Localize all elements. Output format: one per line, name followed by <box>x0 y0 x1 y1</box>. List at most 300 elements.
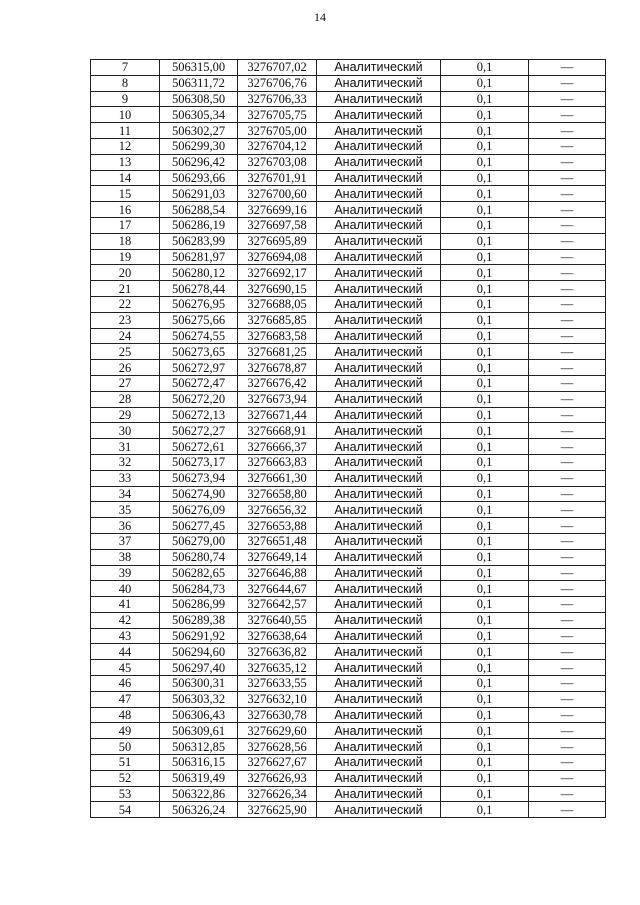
x-coordinate-cell: 506288,54 <box>160 202 238 218</box>
x-coordinate-cell: 506280,74 <box>160 549 238 565</box>
point-number-cell: 34 <box>91 486 160 502</box>
y-coordinate-cell: 3276690,15 <box>238 281 317 297</box>
table-row <box>91 770 606 786</box>
y-coordinate-cell: 3276636,82 <box>238 644 317 660</box>
dash-cell: — <box>529 312 606 328</box>
accuracy-cell: 0,1 <box>441 154 529 170</box>
y-coordinate-cell: 3276640,55 <box>238 612 317 628</box>
point-number-cell: 18 <box>91 233 160 249</box>
dash-cell: — <box>529 581 606 597</box>
point-number-cell: 35 <box>91 502 160 518</box>
y-coordinate-cell: 3276676,42 <box>238 375 317 391</box>
method-cell: Аналитический <box>317 233 441 249</box>
accuracy-cell: 0,1 <box>441 360 529 376</box>
x-coordinate-cell: 506274,55 <box>160 328 238 344</box>
dash-cell: — <box>529 786 606 802</box>
x-coordinate-cell: 506291,03 <box>160 186 238 202</box>
page-number: 14 <box>314 10 326 24</box>
x-coordinate-cell: 506278,44 <box>160 281 238 297</box>
x-coordinate-cell: 506322,86 <box>160 786 238 802</box>
dash-cell: — <box>529 549 606 565</box>
y-coordinate-cell: 3276705,00 <box>238 123 317 139</box>
table-row <box>91 202 606 218</box>
dash-cell: — <box>529 802 606 818</box>
dash-cell: — <box>529 154 606 170</box>
dash-cell: — <box>529 391 606 407</box>
point-number-cell: 32 <box>91 454 160 470</box>
method-cell: Аналитический <box>317 391 441 407</box>
table-row <box>91 565 606 581</box>
accuracy-cell: 0,1 <box>441 249 529 265</box>
y-coordinate-cell: 3276700,60 <box>238 186 317 202</box>
method-cell: Аналитический <box>317 691 441 707</box>
point-number-cell: 8 <box>91 75 160 91</box>
method-cell: Аналитический <box>317 439 441 455</box>
point-number-cell: 25 <box>91 344 160 360</box>
dash-cell: — <box>529 755 606 771</box>
point-number-cell: 16 <box>91 202 160 218</box>
x-coordinate-cell: 506272,20 <box>160 391 238 407</box>
method-cell: Аналитический <box>317 249 441 265</box>
y-coordinate-cell: 3276661,30 <box>238 470 317 486</box>
dash-cell: — <box>529 375 606 391</box>
accuracy-cell: 0,1 <box>441 217 529 233</box>
table-row <box>91 217 606 233</box>
method-cell: Аналитический <box>317 138 441 154</box>
x-coordinate-cell: 506274,90 <box>160 486 238 502</box>
y-coordinate-cell: 3276658,80 <box>238 486 317 502</box>
table-row <box>91 502 606 518</box>
accuracy-cell: 0,1 <box>441 470 529 486</box>
table-row <box>91 612 606 628</box>
x-coordinate-cell: 506305,34 <box>160 107 238 123</box>
y-coordinate-cell: 3276681,25 <box>238 344 317 360</box>
y-coordinate-cell: 3276651,48 <box>238 533 317 549</box>
accuracy-cell: 0,1 <box>441 202 529 218</box>
accuracy-cell: 0,1 <box>441 312 529 328</box>
point-number-cell: 20 <box>91 265 160 281</box>
method-cell: Аналитический <box>317 202 441 218</box>
dash-cell: — <box>529 739 606 755</box>
accuracy-cell: 0,1 <box>441 802 529 818</box>
point-number-cell: 37 <box>91 533 160 549</box>
point-number-cell: 46 <box>91 676 160 692</box>
table-row <box>91 676 606 692</box>
accuracy-cell: 0,1 <box>441 281 529 297</box>
table-row <box>91 233 606 249</box>
point-number-cell: 44 <box>91 644 160 660</box>
y-coordinate-cell: 3276671,44 <box>238 407 317 423</box>
table-row <box>91 138 606 154</box>
accuracy-cell: 0,1 <box>441 170 529 186</box>
x-coordinate-cell: 506300,31 <box>160 676 238 692</box>
y-coordinate-cell: 3276656,32 <box>238 502 317 518</box>
y-coordinate-cell: 3276668,91 <box>238 423 317 439</box>
dash-cell: — <box>529 597 606 613</box>
method-cell: Аналитический <box>317 91 441 107</box>
table-row <box>91 154 606 170</box>
dash-cell: — <box>529 91 606 107</box>
accuracy-cell: 0,1 <box>441 375 529 391</box>
dash-cell: — <box>529 296 606 312</box>
point-number-cell: 29 <box>91 407 160 423</box>
table-row <box>91 170 606 186</box>
method-cell: Аналитический <box>317 407 441 423</box>
coordinates-table-body <box>91 60 606 818</box>
y-coordinate-cell: 3276638,64 <box>238 628 317 644</box>
table-row <box>91 107 606 123</box>
y-coordinate-cell: 3276694,08 <box>238 249 317 265</box>
y-coordinate-cell: 3276663,83 <box>238 454 317 470</box>
x-coordinate-cell: 506272,27 <box>160 423 238 439</box>
point-number-cell: 7 <box>91 60 160 76</box>
dash-cell: — <box>529 281 606 297</box>
dash-cell: — <box>529 644 606 660</box>
y-coordinate-cell: 3276626,93 <box>238 770 317 786</box>
accuracy-cell: 0,1 <box>441 628 529 644</box>
y-coordinate-cell: 3276697,58 <box>238 217 317 233</box>
y-coordinate-cell: 3276626,34 <box>238 786 317 802</box>
table-row <box>91 739 606 755</box>
accuracy-cell: 0,1 <box>441 486 529 502</box>
x-coordinate-cell: 506283,99 <box>160 233 238 249</box>
x-coordinate-cell: 506293,66 <box>160 170 238 186</box>
method-cell: Аналитический <box>317 107 441 123</box>
table-row <box>91 344 606 360</box>
method-cell: Аналитический <box>317 518 441 534</box>
method-cell: Аналитический <box>317 660 441 676</box>
y-coordinate-cell: 3276625,90 <box>238 802 317 818</box>
dash-cell: — <box>529 249 606 265</box>
y-coordinate-cell: 3276699,16 <box>238 202 317 218</box>
x-coordinate-cell: 506296,42 <box>160 154 238 170</box>
y-coordinate-cell: 3276644,67 <box>238 581 317 597</box>
x-coordinate-cell: 506289,38 <box>160 612 238 628</box>
method-cell: Аналитический <box>317 723 441 739</box>
accuracy-cell: 0,1 <box>441 612 529 628</box>
table-row <box>91 296 606 312</box>
y-coordinate-cell: 3276630,78 <box>238 707 317 723</box>
point-number-cell: 12 <box>91 138 160 154</box>
x-coordinate-cell: 506303,32 <box>160 691 238 707</box>
point-number-cell: 22 <box>91 296 160 312</box>
y-coordinate-cell: 3276646,88 <box>238 565 317 581</box>
dash-cell: — <box>529 217 606 233</box>
method-cell: Аналитический <box>317 628 441 644</box>
table-row <box>91 628 606 644</box>
accuracy-cell: 0,1 <box>441 391 529 407</box>
x-coordinate-cell: 506308,50 <box>160 91 238 107</box>
x-coordinate-cell: 506282,65 <box>160 565 238 581</box>
y-coordinate-cell: 3276649,14 <box>238 549 317 565</box>
y-coordinate-cell: 3276653,88 <box>238 518 317 534</box>
y-coordinate-cell: 3276704,12 <box>238 138 317 154</box>
accuracy-cell: 0,1 <box>441 770 529 786</box>
accuracy-cell: 0,1 <box>441 723 529 739</box>
point-number-cell: 13 <box>91 154 160 170</box>
table-row <box>91 249 606 265</box>
accuracy-cell: 0,1 <box>441 454 529 470</box>
y-coordinate-cell: 3276695,89 <box>238 233 317 249</box>
method-cell: Аналитический <box>317 549 441 565</box>
point-number-cell: 31 <box>91 439 160 455</box>
table-row <box>91 91 606 107</box>
dash-cell: — <box>529 186 606 202</box>
accuracy-cell: 0,1 <box>441 233 529 249</box>
y-coordinate-cell: 3276627,67 <box>238 755 317 771</box>
accuracy-cell: 0,1 <box>441 328 529 344</box>
dash-cell: — <box>529 202 606 218</box>
accuracy-cell: 0,1 <box>441 565 529 581</box>
dash-cell: — <box>529 360 606 376</box>
x-coordinate-cell: 506281,97 <box>160 249 238 265</box>
accuracy-cell: 0,1 <box>441 597 529 613</box>
point-number-cell: 17 <box>91 217 160 233</box>
table-row <box>91 407 606 423</box>
point-number-cell: 45 <box>91 660 160 676</box>
accuracy-cell: 0,1 <box>441 186 529 202</box>
table-row <box>91 60 606 76</box>
x-coordinate-cell: 506286,99 <box>160 597 238 613</box>
table-row <box>91 486 606 502</box>
accuracy-cell: 0,1 <box>441 75 529 91</box>
point-number-cell: 26 <box>91 360 160 376</box>
y-coordinate-cell: 3276685,85 <box>238 312 317 328</box>
dash-cell: — <box>529 233 606 249</box>
x-coordinate-cell: 506291,92 <box>160 628 238 644</box>
point-number-cell: 52 <box>91 770 160 786</box>
x-coordinate-cell: 506286,19 <box>160 217 238 233</box>
point-number-cell: 36 <box>91 518 160 534</box>
dash-cell: — <box>529 439 606 455</box>
method-cell: Аналитический <box>317 755 441 771</box>
dash-cell: — <box>529 723 606 739</box>
accuracy-cell: 0,1 <box>441 423 529 439</box>
method-cell: Аналитический <box>317 454 441 470</box>
y-coordinate-cell: 3276705,75 <box>238 107 317 123</box>
table-row <box>91 186 606 202</box>
method-cell: Аналитический <box>317 644 441 660</box>
accuracy-cell: 0,1 <box>441 91 529 107</box>
method-cell: Аналитический <box>317 154 441 170</box>
x-coordinate-cell: 506273,17 <box>160 454 238 470</box>
x-coordinate-cell: 506311,72 <box>160 75 238 91</box>
y-coordinate-cell: 3276628,56 <box>238 739 317 755</box>
accuracy-cell: 0,1 <box>441 533 529 549</box>
x-coordinate-cell: 506306,43 <box>160 707 238 723</box>
table-row <box>91 802 606 818</box>
dash-cell: — <box>529 612 606 628</box>
method-cell: Аналитический <box>317 802 441 818</box>
dash-cell: — <box>529 707 606 723</box>
dash-cell: — <box>529 407 606 423</box>
point-number-cell: 19 <box>91 249 160 265</box>
method-cell: Аналитический <box>317 423 441 439</box>
table-row <box>91 707 606 723</box>
x-coordinate-cell: 506294,60 <box>160 644 238 660</box>
method-cell: Аналитический <box>317 375 441 391</box>
x-coordinate-cell: 506284,73 <box>160 581 238 597</box>
accuracy-cell: 0,1 <box>441 755 529 771</box>
point-number-cell: 54 <box>91 802 160 818</box>
point-number-cell: 23 <box>91 312 160 328</box>
table-row <box>91 265 606 281</box>
dash-cell: — <box>529 60 606 76</box>
method-cell: Аналитический <box>317 265 441 281</box>
point-number-cell: 50 <box>91 739 160 755</box>
point-number-cell: 15 <box>91 186 160 202</box>
y-coordinate-cell: 3276633,55 <box>238 676 317 692</box>
method-cell: Аналитический <box>317 328 441 344</box>
dash-cell: — <box>529 676 606 692</box>
y-coordinate-cell: 3276692,17 <box>238 265 317 281</box>
point-number-cell: 48 <box>91 707 160 723</box>
point-number-cell: 42 <box>91 612 160 628</box>
accuracy-cell: 0,1 <box>441 344 529 360</box>
accuracy-cell: 0,1 <box>441 676 529 692</box>
x-coordinate-cell: 506326,24 <box>160 802 238 818</box>
y-coordinate-cell: 3276632,10 <box>238 691 317 707</box>
accuracy-cell: 0,1 <box>441 138 529 154</box>
method-cell: Аналитический <box>317 217 441 233</box>
table-row <box>91 123 606 139</box>
x-coordinate-cell: 506277,45 <box>160 518 238 534</box>
point-number-cell: 24 <box>91 328 160 344</box>
point-number-cell: 49 <box>91 723 160 739</box>
dash-cell: — <box>529 265 606 281</box>
dash-cell: — <box>529 107 606 123</box>
y-coordinate-cell: 3276642,57 <box>238 597 317 613</box>
dash-cell: — <box>529 565 606 581</box>
x-coordinate-cell: 506279,00 <box>160 533 238 549</box>
dash-cell: — <box>529 423 606 439</box>
x-coordinate-cell: 506302,27 <box>160 123 238 139</box>
accuracy-cell: 0,1 <box>441 60 529 76</box>
method-cell: Аналитический <box>317 186 441 202</box>
accuracy-cell: 0,1 <box>441 549 529 565</box>
table-row <box>91 518 606 534</box>
dash-cell: — <box>529 660 606 676</box>
accuracy-cell: 0,1 <box>441 581 529 597</box>
x-coordinate-cell: 506273,65 <box>160 344 238 360</box>
table-row <box>91 391 606 407</box>
coordinates-table <box>90 59 606 818</box>
method-cell: Аналитический <box>317 170 441 186</box>
table-row <box>91 755 606 771</box>
x-coordinate-cell: 506297,40 <box>160 660 238 676</box>
x-coordinate-cell: 506272,47 <box>160 375 238 391</box>
y-coordinate-cell: 3276683,58 <box>238 328 317 344</box>
dash-cell: — <box>529 770 606 786</box>
accuracy-cell: 0,1 <box>441 407 529 423</box>
method-cell: Аналитический <box>317 597 441 613</box>
y-coordinate-cell: 3276707,02 <box>238 60 317 76</box>
dash-cell: — <box>529 533 606 549</box>
method-cell: Аналитический <box>317 770 441 786</box>
dash-cell: — <box>529 502 606 518</box>
method-cell: Аналитический <box>317 75 441 91</box>
accuracy-cell: 0,1 <box>441 518 529 534</box>
y-coordinate-cell: 3276703,08 <box>238 154 317 170</box>
y-coordinate-cell: 3276635,12 <box>238 660 317 676</box>
accuracy-cell: 0,1 <box>441 660 529 676</box>
x-coordinate-cell: 506272,61 <box>160 439 238 455</box>
x-coordinate-cell: 506280,12 <box>160 265 238 281</box>
table-row <box>91 691 606 707</box>
accuracy-cell: 0,1 <box>441 265 529 281</box>
point-number-cell: 43 <box>91 628 160 644</box>
table-row <box>91 581 606 597</box>
method-cell: Аналитический <box>317 612 441 628</box>
dash-cell: — <box>529 123 606 139</box>
table-row <box>91 660 606 676</box>
point-number-cell: 47 <box>91 691 160 707</box>
point-number-cell: 33 <box>91 470 160 486</box>
accuracy-cell: 0,1 <box>441 644 529 660</box>
dash-cell: — <box>529 138 606 154</box>
x-coordinate-cell: 506299,30 <box>160 138 238 154</box>
dash-cell: — <box>529 691 606 707</box>
accuracy-cell: 0,1 <box>441 439 529 455</box>
dash-cell: — <box>529 75 606 91</box>
accuracy-cell: 0,1 <box>441 502 529 518</box>
point-number-cell: 28 <box>91 391 160 407</box>
method-cell: Аналитический <box>317 676 441 692</box>
method-cell: Аналитический <box>317 707 441 723</box>
point-number-cell: 9 <box>91 91 160 107</box>
accuracy-cell: 0,1 <box>441 739 529 755</box>
table-row <box>91 454 606 470</box>
x-coordinate-cell: 506273,94 <box>160 470 238 486</box>
point-number-cell: 10 <box>91 107 160 123</box>
table-row <box>91 375 606 391</box>
table-row <box>91 312 606 328</box>
method-cell: Аналитический <box>317 312 441 328</box>
method-cell: Аналитический <box>317 581 441 597</box>
dash-cell: — <box>529 328 606 344</box>
method-cell: Аналитический <box>317 486 441 502</box>
x-coordinate-cell: 506272,97 <box>160 360 238 376</box>
dash-cell: — <box>529 518 606 534</box>
accuracy-cell: 0,1 <box>441 123 529 139</box>
y-coordinate-cell: 3276688,05 <box>238 296 317 312</box>
table-row <box>91 549 606 565</box>
x-coordinate-cell: 506319,49 <box>160 770 238 786</box>
method-cell: Аналитический <box>317 344 441 360</box>
accuracy-cell: 0,1 <box>441 707 529 723</box>
table-row <box>91 439 606 455</box>
point-number-cell: 30 <box>91 423 160 439</box>
table-row <box>91 786 606 802</box>
accuracy-cell: 0,1 <box>441 296 529 312</box>
x-coordinate-cell: 506272,13 <box>160 407 238 423</box>
point-number-cell: 40 <box>91 581 160 597</box>
x-coordinate-cell: 506315,00 <box>160 60 238 76</box>
table-row <box>91 723 606 739</box>
method-cell: Аналитический <box>317 502 441 518</box>
dash-cell: — <box>529 628 606 644</box>
point-number-cell: 53 <box>91 786 160 802</box>
table-row <box>91 423 606 439</box>
x-coordinate-cell: 506309,61 <box>160 723 238 739</box>
method-cell: Аналитический <box>317 470 441 486</box>
accuracy-cell: 0,1 <box>441 107 529 123</box>
y-coordinate-cell: 3276678,87 <box>238 360 317 376</box>
y-coordinate-cell: 3276701,91 <box>238 170 317 186</box>
x-coordinate-cell: 506275,66 <box>160 312 238 328</box>
point-number-cell: 51 <box>91 755 160 771</box>
point-number-cell: 38 <box>91 549 160 565</box>
